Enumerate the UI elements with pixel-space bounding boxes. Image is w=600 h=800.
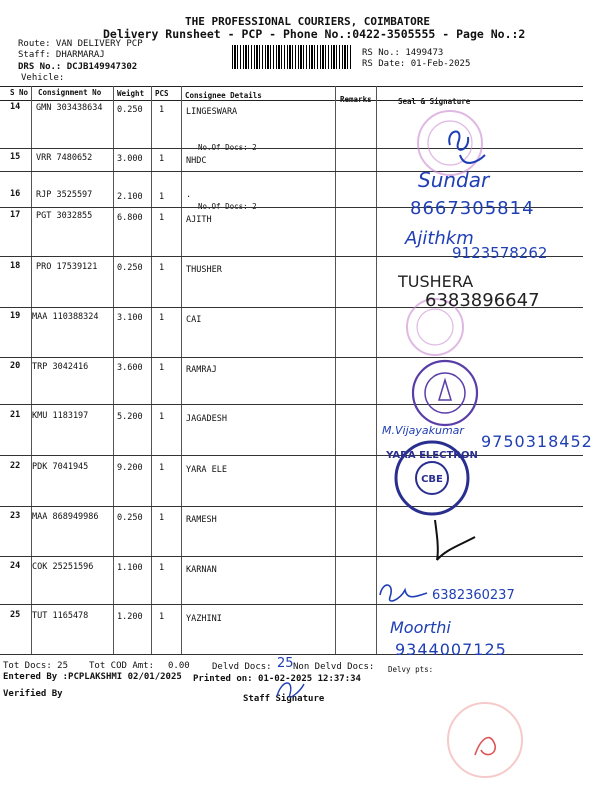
row-docs-note: No.Of Docs: 2 [198, 143, 257, 152]
row-consignment: GMN 303438634 [36, 103, 103, 113]
row-consignee: RAMRAJ [186, 365, 217, 375]
handwritten-phone-21: 9750318452 [481, 432, 593, 451]
handwritten-phone-24: 6382360237 [432, 588, 515, 603]
rs-date: RS Date: 01-Feb-2025 [362, 59, 471, 69]
entered-by: Entered By :PCPLAKSHMI 02/01/2025 [3, 672, 182, 682]
row-consignee: JAGADESH [186, 414, 227, 424]
row-consignment: COK 25251596 [32, 562, 94, 572]
company-name: THE PROFESSIONAL COURIERS, COIMBATORE [185, 15, 431, 28]
handwritten-phone-25: 9344007125 [395, 640, 507, 659]
row-pcs: 1 [159, 313, 165, 323]
yara-electron-stamp [386, 438, 478, 518]
handwritten-phone-15: 8667305814 [410, 198, 535, 219]
row-consignee: CAI [186, 315, 202, 325]
signature-row14 [430, 115, 490, 175]
row-sno: 24 [10, 561, 21, 571]
signature-row23 [425, 515, 485, 565]
staff-label: Staff: DHARMARAJ [18, 50, 105, 60]
handwritten-name-18: TUSHERA [398, 272, 474, 291]
col-seal-signature: Seal & Signature [398, 97, 471, 106]
drs-label: DRS No.: DCJB149947302 [18, 62, 138, 72]
handwritten-name-25: Moorthi [390, 618, 451, 637]
row-weight: 0.250 [117, 105, 143, 115]
col-pcs: PCS [155, 89, 169, 98]
row-weight: 0.250 [117, 263, 143, 273]
barcode [232, 45, 352, 69]
handwritten-phone-17: 9123578262 [452, 244, 548, 262]
row-pcs: 1 [159, 154, 165, 164]
row-consignee: . [186, 190, 192, 200]
row-pcs: 1 [159, 105, 165, 115]
runsheet-title: Delivery Runsheet - PCP - Phone No.:0422-3505555 - Page No.:2 [103, 27, 526, 41]
handwritten-name-15: Sundar [418, 168, 490, 192]
delivered-docs-label: Delvd Docs: [212, 662, 272, 672]
signature-row24 [375, 575, 435, 610]
row-weight: 0.250 [117, 513, 143, 523]
handwritten-name-17: Ajithkm [405, 228, 474, 249]
row-consignment: MAA 110388324 [32, 312, 99, 322]
row-consignment: VRR 7480652 [36, 153, 93, 163]
row-consignee: NHDC [186, 156, 207, 166]
row-sno: 22 [10, 461, 21, 471]
non-delivered-docs-label: Non Delvd Docs: [293, 662, 375, 672]
row-weight: 3.000 [117, 154, 143, 164]
vehicle-label: Vehicle: [21, 73, 65, 83]
row-pcs: 1 [159, 513, 165, 523]
row-sno: 18 [10, 261, 21, 271]
courier-stamp-20 [405, 358, 485, 428]
row-consignment: PDK 7041945 [32, 462, 89, 472]
row-pcs: 1 [159, 263, 165, 273]
row-weight: 3.100 [117, 313, 143, 323]
delivery-pts-label: Delvy pts: [388, 665, 434, 674]
printed-on: Printed on: 01-02-2025 12:37:34 [193, 674, 361, 684]
row-sno: 14 [10, 102, 21, 112]
staff-signature-label: Staff Signature [243, 694, 325, 704]
route-label: Route: VAN DELIVERY PCP [18, 39, 143, 49]
row-consignment: TRP 3042416 [32, 362, 89, 372]
col-consignment: Consignment No [38, 88, 102, 97]
row-consignment: RJP 3525597 [36, 190, 93, 200]
row-pcs: 1 [159, 463, 165, 473]
row-sno: 20 [10, 361, 21, 371]
row-pcs: 1 [159, 192, 165, 202]
total-docs: Tot Docs: 25 [3, 661, 69, 671]
row-consignment: PRO 17539121 [36, 262, 98, 272]
delivered-docs-count: 25 [277, 656, 294, 671]
row-sno: 21 [10, 410, 21, 420]
col-sno: S No [10, 88, 29, 97]
staff-signature [272, 674, 307, 704]
row-sno: 17 [10, 210, 21, 220]
verify-stamp [445, 700, 525, 780]
row-sno: 19 [10, 311, 21, 321]
row-sno: 16 [10, 189, 21, 199]
row-consignee: KARNAN [186, 565, 217, 575]
row-consignment: MAA 868949986 [32, 512, 99, 522]
row-consignment: PGT 3032855 [36, 211, 93, 221]
row-consignee: AJITH [186, 215, 212, 225]
col-remarks: Remarks [340, 95, 372, 104]
row-sno: 15 [10, 152, 21, 162]
row-consignee: THUSHER [186, 265, 222, 275]
row-sno: 25 [10, 610, 21, 620]
total-cod-label: Tot COD Amt: [89, 661, 155, 671]
col-consignee: Consignee Details [185, 91, 262, 100]
row-weight: 5.200 [117, 412, 143, 422]
row-consignee: YARA ELE [186, 465, 227, 475]
row-consignment: KMU 1183197 [32, 411, 89, 421]
col-weight: Weight [117, 89, 145, 98]
row-sno: 23 [10, 511, 21, 521]
verified-by: Verified By [3, 689, 63, 699]
row-docs-note: No.Of Docs: 2 [198, 202, 257, 211]
row-weight: 2.100 [117, 192, 143, 202]
row-weight: 9.200 [117, 463, 143, 473]
row-pcs: 1 [159, 363, 165, 373]
row-pcs: 1 [159, 412, 165, 422]
row-weight: 3.600 [117, 363, 143, 373]
yara-stamp-center: CBE [421, 474, 443, 485]
total-cod-value: 0.00 [168, 661, 190, 671]
row-pcs: 1 [159, 612, 165, 622]
row-weight: 6.800 [117, 213, 143, 223]
row-weight: 1.200 [117, 612, 143, 622]
row-pcs: 1 [159, 563, 165, 573]
row-weight: 1.100 [117, 563, 143, 573]
row-consignee: RAMESH [186, 515, 217, 525]
handwritten-phone-18: 6383896647 [425, 290, 540, 311]
rs-number: RS No.: 1499473 [362, 48, 444, 58]
row-consignment: TUT 1165478 [32, 611, 89, 621]
row-consignee: YAZHINI [186, 614, 222, 624]
row-pcs: 1 [159, 213, 165, 223]
yara-stamp-text: YARA ELECTRON [386, 450, 478, 461]
handwritten-name-21: M.Vijayakumar [382, 424, 464, 437]
row-consignee: LINGESWARA [186, 107, 238, 117]
